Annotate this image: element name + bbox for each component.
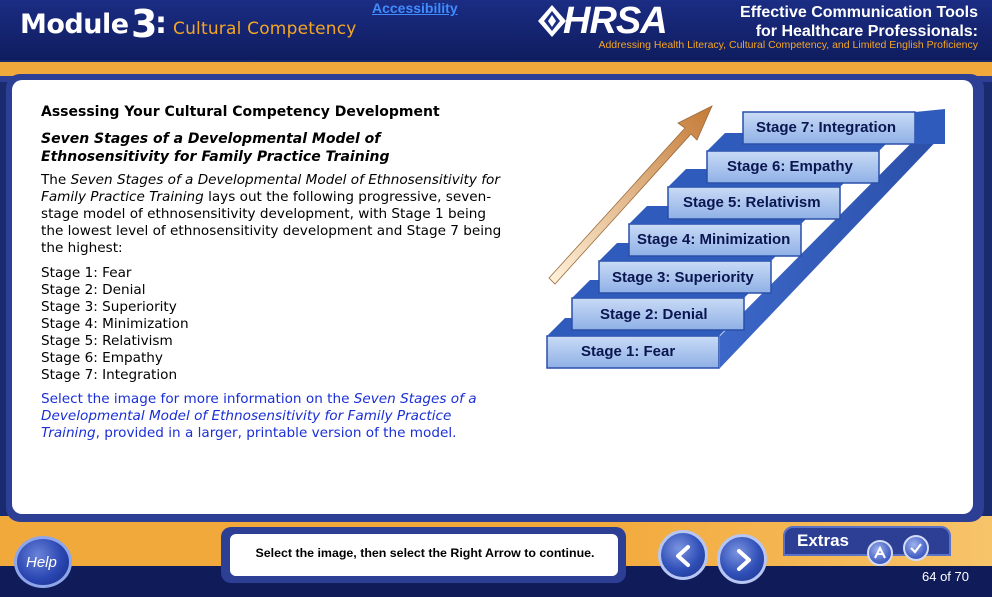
- list-item: Stage 4: Minimization: [41, 316, 189, 332]
- next-button[interactable]: [717, 534, 767, 584]
- model-title: [41, 130, 511, 166]
- list-item: Stage 2: Denial: [41, 282, 146, 298]
- back-button[interactable]: [658, 530, 708, 580]
- step-label-2: Stage 2: Denial: [600, 306, 708, 323]
- list-item: Stage 5: Relativism: [41, 333, 173, 349]
- model-title-line2: Ethnosensitivity for Family Practice Training: [41, 149, 390, 165]
- glossary-a-icon: [873, 546, 887, 560]
- course-title-line2: for Healthcare Professionals:: [755, 23, 978, 40]
- course-title: [740, 3, 978, 41]
- more-info-suffix: , provided in a larger, printable version of the model.: [95, 425, 457, 441]
- hrsa-wordmark: HRSA: [563, 0, 667, 42]
- resources-button[interactable]: [903, 535, 929, 561]
- lesson-text: [41, 104, 511, 442]
- step-label-7: Stage 7: Integration: [756, 119, 897, 136]
- module-number: 3: [131, 2, 158, 46]
- intro-suffix: lays out the following progressive, seven-stage model of ethnosensitivity development, with Stage 1 being the lowest level of ethnosensitivity development and Stage 7 being the highest:: [41, 189, 502, 256]
- intro-paragraph: [41, 172, 511, 257]
- model-title-line1: Seven Stages of a Developmental Model of: [41, 131, 381, 147]
- list-item: Stage 3: Superiority: [41, 299, 177, 315]
- left-arrow-icon: [671, 543, 697, 569]
- page-heading: Assessing Your Cultural Competency Development: [41, 104, 440, 120]
- header-bar: [0, 0, 992, 60]
- list-item: Stage 1: Fear: [41, 265, 132, 281]
- stage-list: [41, 265, 511, 384]
- list-item: Stage 6: Empathy: [41, 350, 163, 366]
- stages-staircase-image[interactable]: [545, 100, 950, 372]
- step-label-3: Stage 3: Superiority: [612, 269, 754, 286]
- step-label-5: Stage 5: Relativism: [683, 194, 821, 211]
- step-label-4: Stage 4: Minimization: [637, 231, 791, 248]
- more-info-prefix: Select the image for more information on the: [41, 391, 354, 407]
- intro-model-name: Seven Stages of a Developmental Model of Ethnosensitivity for Family Practice Training: [41, 172, 500, 205]
- list-item: Stage 7: Integration: [41, 367, 178, 383]
- intro-prefix: The: [41, 172, 71, 188]
- module-colon: :: [155, 6, 167, 41]
- extras-label[interactable]: Extras: [797, 531, 849, 550]
- help-label: Help: [26, 554, 57, 571]
- more-info-paragraph: [41, 391, 511, 442]
- accessibility-link[interactable]: Accessibility: [372, 0, 458, 16]
- step-label-1: Stage 1: Fear: [581, 343, 676, 360]
- course-title-line1: Effective Communication Tools: [740, 4, 978, 21]
- module-label: Module: [20, 9, 129, 40]
- module-title: Cultural Competency: [173, 19, 357, 39]
- step-label-6: Stage 6: Empathy: [727, 158, 853, 175]
- right-arrow-icon: [730, 547, 756, 573]
- instruction-text: Select the image, then select the Right Arrow to continue.: [255, 546, 595, 560]
- more-info-model-name: Seven Stages of a Developmental Model of Ethnosensitivity for Family Practice Training: [41, 391, 477, 441]
- glossary-button[interactable]: [867, 540, 893, 566]
- course-subtitle: Addressing Health Literacy, Cultural Competency, and Limited English Proficiency: [598, 39, 978, 51]
- help-button[interactable]: [14, 536, 72, 588]
- checkmark-icon: [909, 541, 923, 555]
- hrsa-logo: [537, 2, 702, 40]
- page-counter: 64 of 70: [922, 569, 969, 584]
